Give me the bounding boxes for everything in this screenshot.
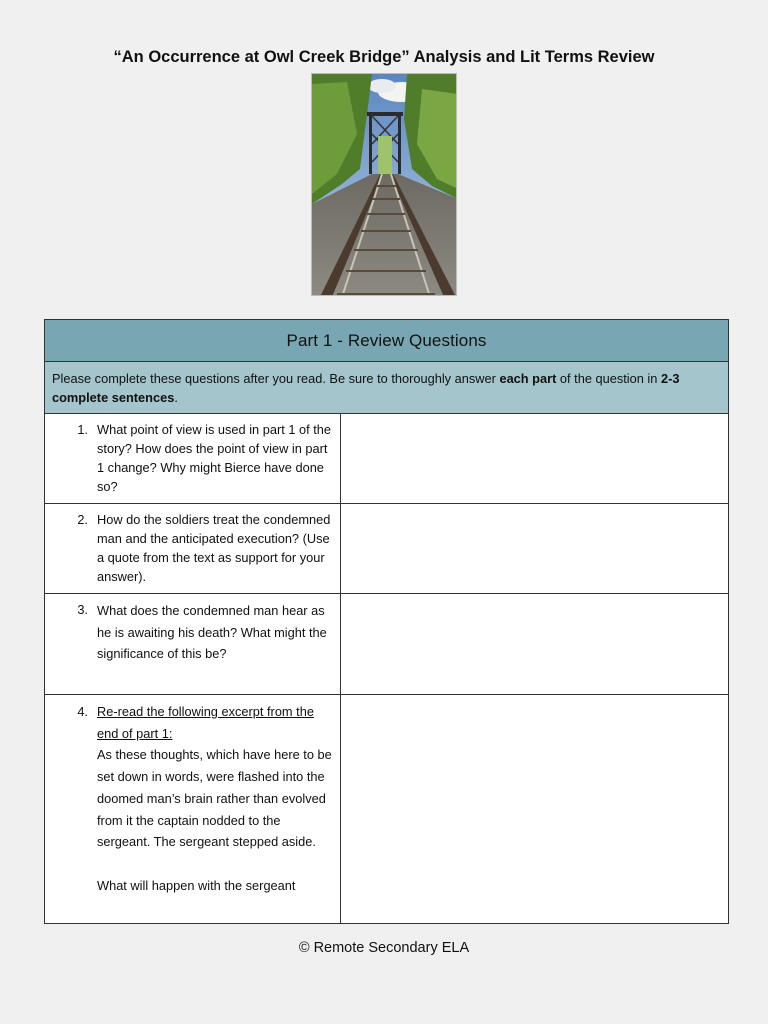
document-title: “An Occurrence at Owl Creek Bridge” Analysis and Lit Terms Review bbox=[113, 48, 655, 66]
question-4-prompt: What will happen with the sergeant bbox=[97, 877, 296, 893]
question-4-excerpt: As these thoughts, which have here to be set down in words, were flashed into the doomed man’s brain rather than evolved from it the captain nodded to the sergeant. The sergeant stepped aside. bbox=[97, 747, 332, 850]
answer-field-3[interactable] bbox=[341, 594, 729, 695]
table-row bbox=[45, 695, 729, 924]
question-2: 2. How do the soldiers treat the condemned man and the anticipated execution? (Use a quote from the text as support for your answer). bbox=[45, 504, 341, 594]
question-3: 3. What does the condemned man hear as he is awaiting his death? What might the significance of this be? bbox=[45, 594, 341, 695]
question-1: 1. What point of view is used in part 1 of the story? How does the point of view in part 1 change? Why might Bierce have done so? bbox=[45, 414, 341, 504]
instructions: Please complete these questions after you read. Be sure to thoroughly answer each part of the question in 2-3 complete sentences. bbox=[45, 362, 729, 414]
review-questions-table bbox=[44, 319, 729, 924]
answer-field-4[interactable] bbox=[341, 695, 729, 924]
table-header: Part 1 - Review Questions bbox=[45, 320, 729, 362]
answer-field-2[interactable] bbox=[341, 504, 729, 594]
question-4-lead: Re-read the following excerpt from the end of part 1: bbox=[97, 704, 314, 741]
table-row bbox=[45, 594, 729, 695]
answer-field-1[interactable] bbox=[341, 414, 729, 504]
table-row bbox=[45, 414, 729, 504]
table-row bbox=[45, 504, 729, 594]
question-4: 4. Re-read the following excerpt from the end of part 1: As these thoughts, which have here to be set down in words, were flashed into the doomed man’s brain rather than evolved from it the captain nodded to the sergeant. The sergeant stepped aside. What will happen with the sergeant bbox=[45, 695, 341, 924]
railroad-bridge-image bbox=[311, 73, 457, 296]
copyright-footer: © Remote Secondary ELA bbox=[298, 940, 470, 956]
